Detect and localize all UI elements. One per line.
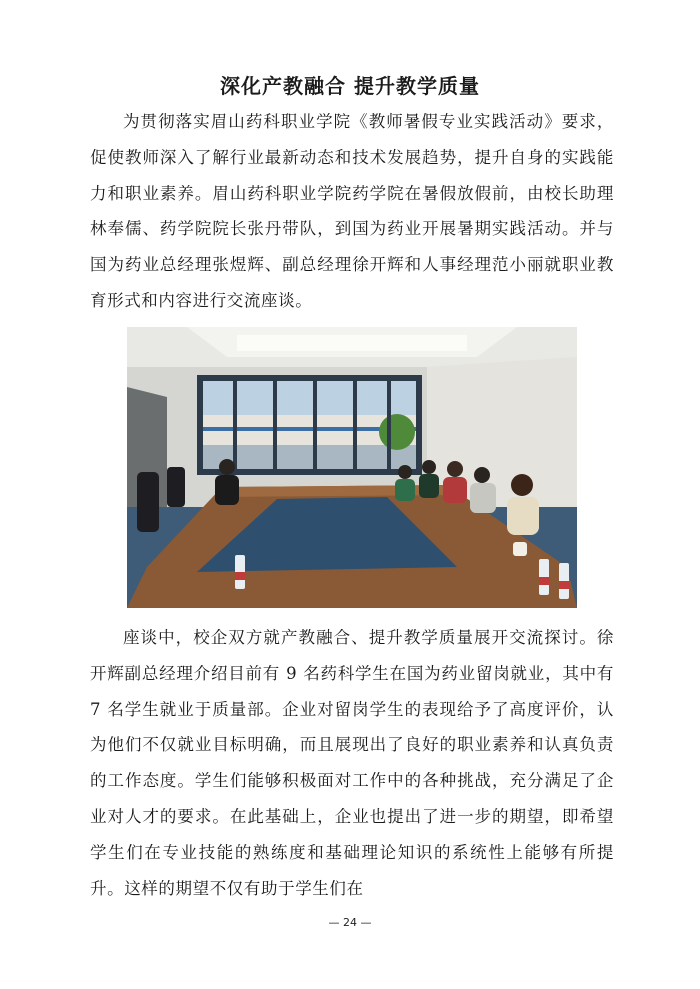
paragraph-intro: 为贯彻落实眉山药科职业学院《教师暑假专业实践活动》要求，促使教师深入了解行业最新动态和技术发展趋势，提升自身的实践能力和职业素养。眉山药科职业学院药学院在暑假放假前，由校长助理林奉儒、药学院院长张丹带队，到国为药业开展暑期实践活动。并与国为药业总经理张煜辉、副总经理徐开辉和人事经理范小丽就职业教育形式和内容进行交流座谈。 [90,112,614,310]
paragraph-discussion: 座谈中，校企双方就产教融合、提升教学质量展开交流探讨。徐开辉副总经理介绍目前有 9 名药科学生在国为药业留岗就业，其中有 7 名学生就业于质量部。企业对留岗学生的表现给予了高度评价，认为他们不仅就业目标明确，而且展现出了良好的职业素养和认真负责的工作态度。学生们能够积极面对工作中的各种挑战，充分满足了企业对人才的要求。在此基础上，企业也提出了进一步的期望，即希望学生们在专业技能的熟练度和基础理论知识的系统性上能够有所提升。这样的期望不仅有助于学生们在 [90,628,614,898]
article-title: 深化产教融合 提升教学质量 [220,74,480,98]
meeting-photo [127,327,577,608]
page-number: — 24 — [328,916,372,929]
